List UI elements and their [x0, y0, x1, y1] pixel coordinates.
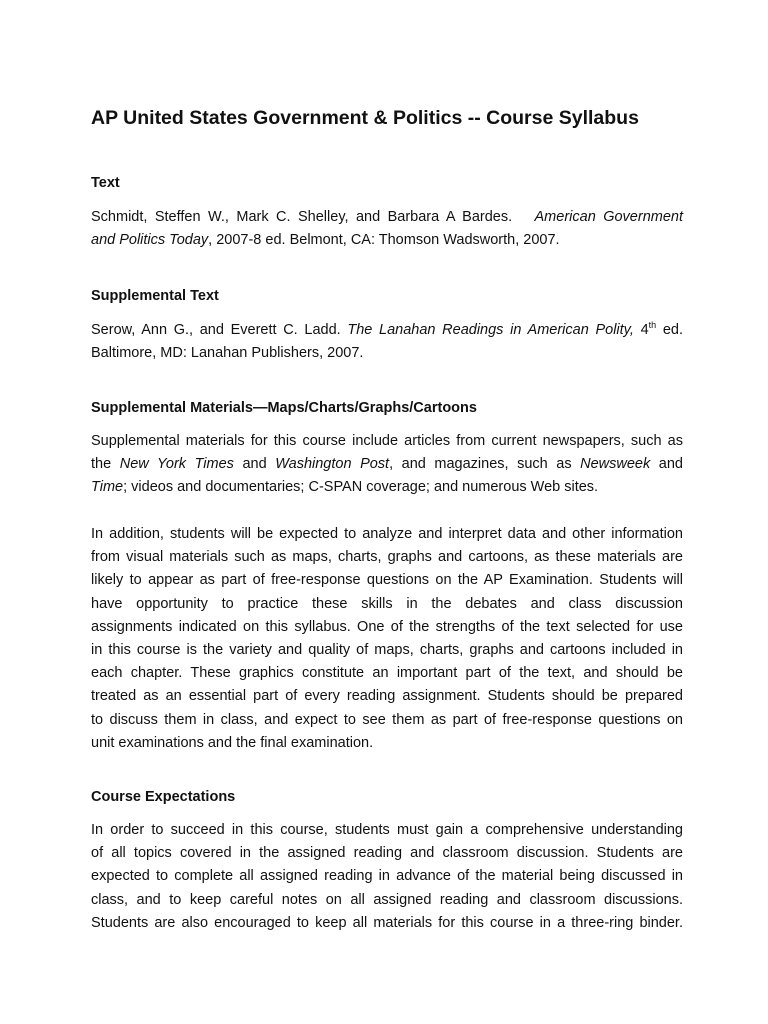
magazine-title: Time: [91, 479, 124, 496]
edition-label: ed.: [662, 322, 684, 338]
section-heading-course-expectations: Course Expectations: [91, 789, 236, 805]
citation-authors: Serow, Ann G., and Everett C. Ladd.: [91, 322, 341, 338]
newspaper-title: Washington Post: [275, 456, 390, 473]
newspaper-title: New York Times: [119, 456, 234, 473]
paragraph-line: In order to succeed in this course, students must gain a comprehensive understanding: [91, 822, 683, 838]
course-expectations-paragraph: [91, 819, 683, 935]
citation-details: , 2007-8 ed. Belmont, CA: Thomson Wadsworth, 2007.: [208, 232, 560, 249]
citation-line: [91, 342, 683, 365]
citation-line: [91, 319, 683, 342]
paragraph-line: the New York Times and Washington Post, and magazines, such as Newsweek and: [91, 456, 683, 473]
paragraph-line: of all topics covered in the assigned reading and classroom discussion. Students are: [91, 845, 683, 862]
paragraph-line: assignments indicated on this syllabus. One of the strengths of the text selected for use: [91, 618, 683, 635]
book-title: and Politics Today: [91, 232, 209, 249]
paragraph-line: each chapter. These graphics constitute an important part of the text, and should be: [91, 665, 683, 682]
paragraph-line: from visual materials such as maps, charts, graphs and cartoons, as these materials are: [91, 549, 683, 566]
citation-line: [91, 206, 683, 229]
paragraph-line: have opportunity to practice these skills in the debates and class discussion: [91, 595, 683, 612]
paragraph-line: expected to complete all assigned reading in advance of the material being discussed in: [91, 868, 683, 885]
paragraph-line: In addition, students will be expected to analyze and interpret data and other information: [91, 526, 683, 542]
section-heading-supplemental-text: Supplemental Text: [91, 288, 219, 304]
supplemental-text-citation: [91, 319, 683, 365]
text-citation: [91, 206, 683, 252]
citation-authors: Schmidt, Steffen W., Mark C. Shelley, and Barbara A Bardes.: [91, 209, 513, 225]
supplemental-materials-paragraph-2: [91, 523, 683, 755]
section-heading-supplemental-materials: Supplemental Materials—Maps/Charts/Graphs/Cartoons: [91, 400, 477, 416]
section-heading-text: Text: [91, 175, 120, 191]
citation-publisher: Baltimore, MD: Lanahan Publishers, 2007.: [91, 345, 364, 362]
book-title: The Lanahan Readings in American Polity,: [347, 322, 634, 338]
paragraph-line: Students are also encouraged to keep all materials for this course in a three-ring binder.: [91, 914, 683, 931]
paragraph-line: in this course is the variety and quality of maps, charts, graphs and cartoons included in: [91, 641, 683, 658]
edition-number: 4th: [640, 320, 657, 338]
paragraph-line: unit examinations and the final examination.: [91, 734, 374, 751]
supplemental-materials-paragraph-1: [91, 430, 683, 500]
paragraph-line: Time; videos and documentaries; C-SPAN coverage; and numerous Web sites.: [91, 479, 599, 496]
paragraph-line: likely to appear as part of free-response questions on the AP Examination. Students will: [91, 572, 683, 589]
page-title: AP United States Government & Politics -- Course Syllabus: [91, 107, 639, 129]
citation-line: [91, 229, 683, 252]
paragraph-line: treated as an essential part of every reading assignment. Students should be prepared: [91, 688, 683, 705]
paragraph-line: Supplemental materials for this course include articles from current newspapers, such as: [91, 433, 683, 449]
paragraph-line: class, and to keep careful notes on all assigned reading and classroom discussions.: [91, 891, 683, 908]
book-title: American Government: [534, 209, 683, 225]
magazine-title: Newsweek: [580, 456, 651, 473]
paragraph-line: to discuss them in class, and expect to see them as part of free-response questions on: [91, 711, 683, 728]
